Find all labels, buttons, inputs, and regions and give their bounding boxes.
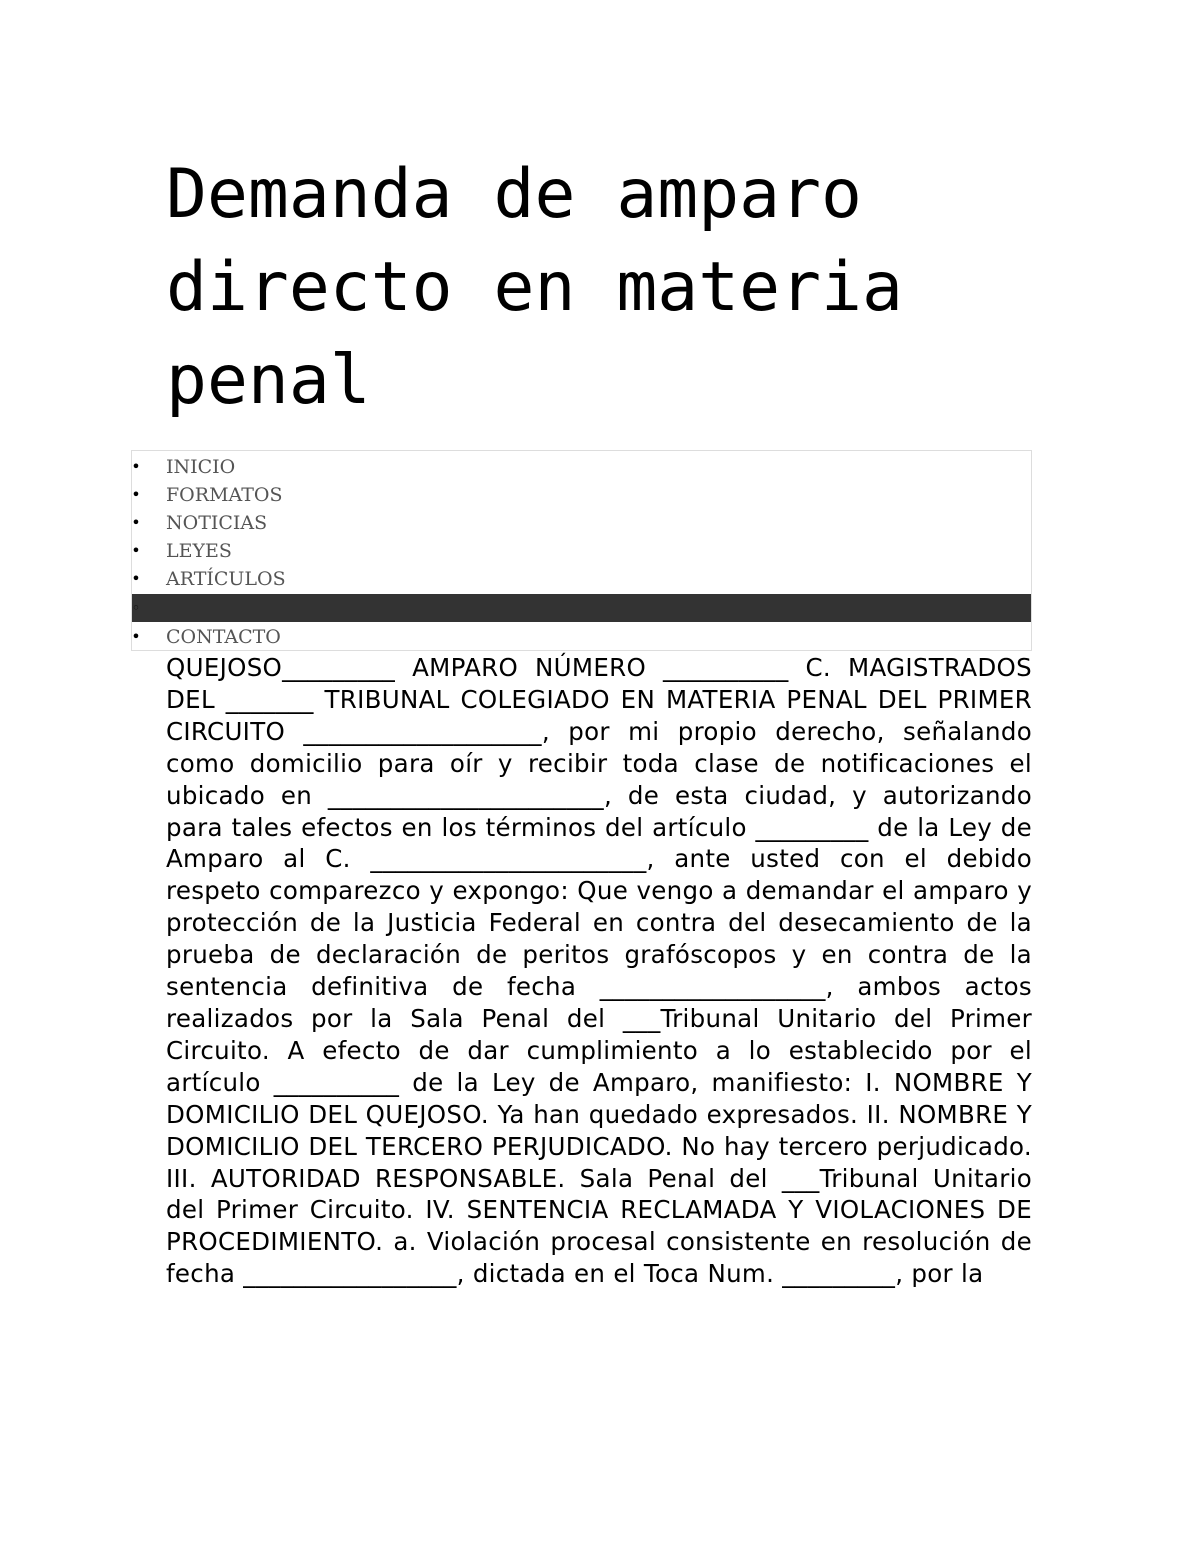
- bullet-icon: •: [131, 541, 141, 560]
- page-title: Demanda de amparo directo en materia penal: [166, 155, 903, 420]
- nav-item-label[interactable]: FORMATOS: [166, 484, 283, 506]
- nav-item-label[interactable]: INICIO: [166, 456, 236, 478]
- nav-item-inicio[interactable]: [132, 453, 1031, 481]
- bullet-icon: •: [131, 513, 141, 532]
- nav-item-contacto[interactable]: [132, 623, 1031, 651]
- nav-item-leyes[interactable]: [132, 537, 1031, 565]
- nav-item-active-bar[interactable]: [132, 594, 1031, 622]
- nav-item-noticias[interactable]: [132, 509, 1031, 537]
- nav-item-formatos[interactable]: [132, 481, 1031, 509]
- document-body: QUEJOSO_________ AMPARO NÚMERO __________ C. MAGISTRADOS DEL _______ TRIBUNAL COLEGIADO EN MATERIA PENAL DEL PRIMER CIRCUITO ___________________, por mi propio derecho, señalando como domicilio para oír y recibir toda clase de notificaciones el ubicado en ______________________, de esta ciudad, y autorizando para tales efectos en los términos del artículo _________ de la Ley de Amparo al C. ______________________, ante usted con el debido respeto comparezco y expongo: Que vengo a demandar el amparo y protección de la Justicia Federal en contra del desecamiento de la prueba de declaración de peritos grafóscopos y en contra de la sentencia definitiva de fecha __________________, ambos actos realizados por la Sala Penal del ___Tribunal Unitario del Primer Circuito. A efecto de dar cumplimiento a lo establecido por el artículo __________ de la Ley de Amparo, manifiesto: I. NOMBRE Y DOMICILIO DEL QUEJOSO. Ya han quedado expresados. II. NOMBRE Y DOMICILIO DEL TERCERO PERJUDICADO. No hay tercero perjudicado. III. AUTORIDAD RESPONSABLE. Sala Penal del ___Tribunal Unitario del Primer Circuito. IV. SENTENCIA RECLAMADA Y VIOLACIONES DE PROCEDIMIENTO. a. Violación procesal consistente en resolución de fecha _________________, dictada en el Toca Num. _________, por la: [166, 653, 1032, 1289]
- nav-item-label[interactable]: NOTICIAS: [166, 512, 268, 534]
- nav-item-label[interactable]: ARTÍCULOS: [166, 568, 286, 590]
- hollow-bullet-icon: ◦: [131, 599, 141, 617]
- bullet-icon: •: [131, 627, 141, 646]
- nav-item-label[interactable]: CONTACTO: [166, 626, 281, 648]
- nav-item-articulos[interactable]: [132, 565, 1031, 593]
- bullet-icon: •: [131, 457, 141, 476]
- main-nav: [131, 450, 1032, 651]
- bullet-icon: •: [131, 569, 141, 588]
- bullet-icon: •: [131, 485, 141, 504]
- nav-item-label[interactable]: LEYES: [166, 540, 232, 562]
